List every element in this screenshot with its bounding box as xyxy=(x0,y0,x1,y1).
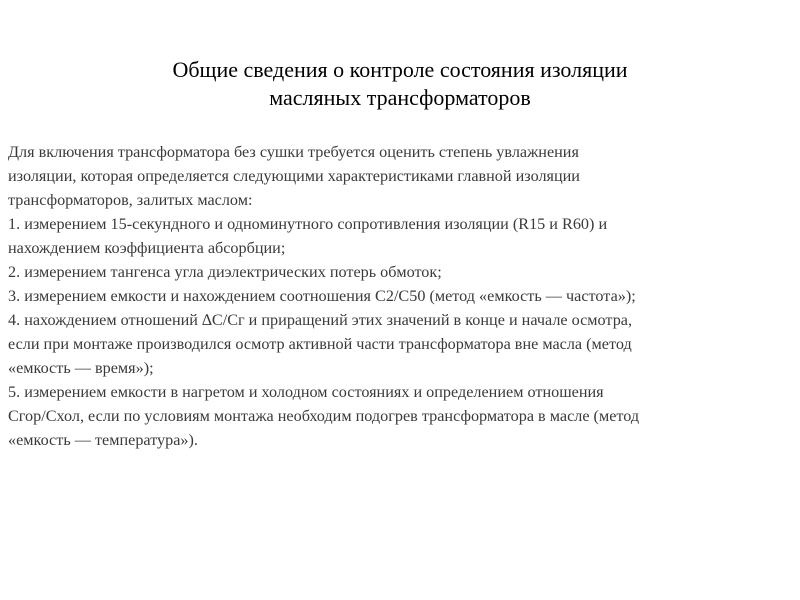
list-item-1-cont: нахождением коэффициента абсорбции; xyxy=(8,239,286,257)
slide-body-text xyxy=(8,140,792,452)
list-item-5: 5. измерением емкости в нагретом и холодном состояниях и определением отношения xyxy=(8,383,604,401)
list-item-5-cont: Сгор/Схол, если по условиям монтажа необходим подогрев трансформатора в масле (метод xyxy=(8,407,640,425)
list-item-4: 4. нахождением отношений ∆С/Сг и приращений этих значений в конце и начале осмотра, xyxy=(8,311,633,329)
list-item-3: 3. измерением емкости и нахождением соотношения С2/С50 (метод «емкость — частота»); xyxy=(8,287,636,305)
body-line: изоляции, которая определяется следующими характеристиками главной изоляции xyxy=(8,167,580,185)
list-item-4-cont: если при монтаже производился осмотр активной части трансформатора вне масла (метод xyxy=(8,335,632,353)
body-line: трансформаторов, залитых маслом: xyxy=(8,191,253,209)
slide-title xyxy=(100,56,700,112)
list-item-2: 2. измерением тангенса угла диэлектрических потерь обмоток; xyxy=(8,263,442,281)
body-line: Для включения трансформатора без сушки требуется оценить степень увлажнения xyxy=(8,143,579,161)
slide-title-line-2: масляных трансформаторов xyxy=(269,85,531,110)
list-item-4-cont: «емкость — время»); xyxy=(8,359,154,377)
slide-title-line-1: Общие сведения о контроле состояния изоляции xyxy=(172,57,628,82)
list-item-5-cont: «емкость — температура»). xyxy=(8,431,198,449)
list-item-1: 1. измерением 15-секундного и одноминутного сопротивления изоляции (R15 и R60) и xyxy=(8,215,608,233)
